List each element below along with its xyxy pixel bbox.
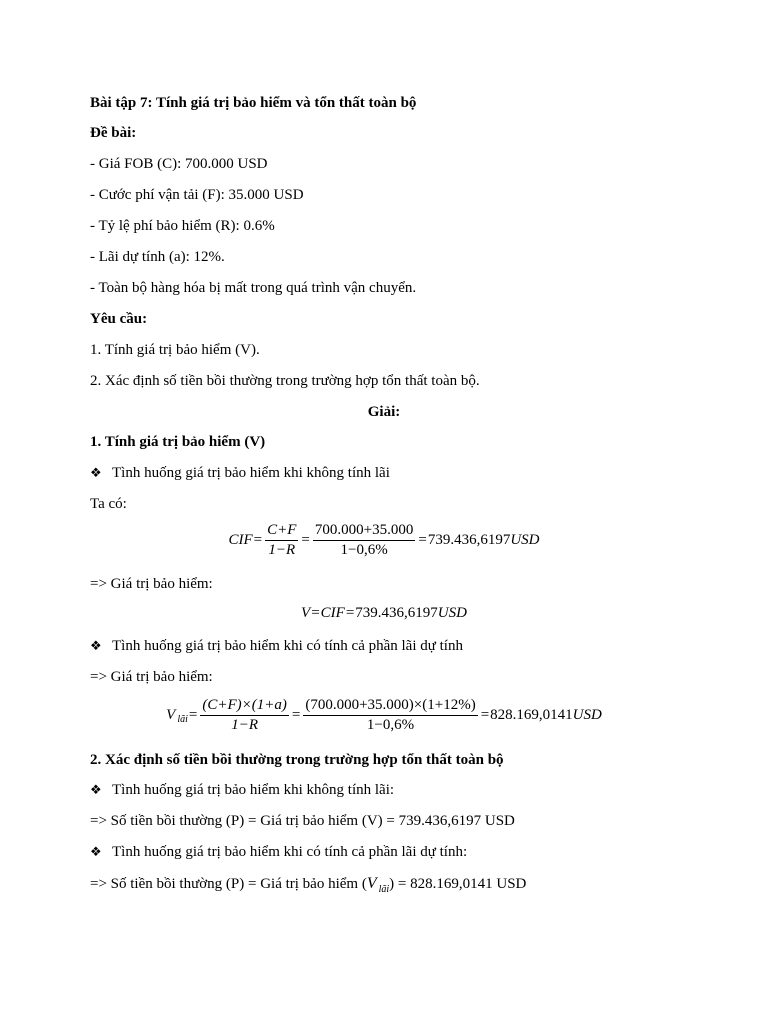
cif-formula	[0, 522, 768, 559]
case-line	[90, 464, 390, 482]
result-label: => Giá trị bảo hiểm:	[90, 669, 213, 685]
lai-subscript: lãi	[177, 714, 188, 725]
fraction-denominator: 1−0,6%	[366, 717, 415, 733]
cif-lhs: CIF	[228, 532, 253, 548]
fraction-numerator: (700.000+35.000)×(1+12%)	[303, 697, 477, 716]
fraction-numerator: 700.000+35.000	[313, 522, 415, 541]
unit: USD	[437, 605, 467, 621]
fraction-numerator: (C+F)×(1+a)	[200, 697, 289, 716]
case-text: Tình huống giá trị bảo hiểm khi có tính cả phần lãi dự tính:	[112, 844, 468, 860]
problem-item: - Tỷ lệ phí bảo hiểm (R): 0.6%	[90, 218, 275, 234]
problem-item: - Lãi dự tính (a): 12%.	[90, 249, 225, 265]
cif-fraction-numeric	[313, 522, 415, 559]
requirements-heading: Yêu cầu:	[90, 311, 148, 327]
equals-sign: =	[345, 605, 355, 621]
vlai-result: 828.169,0141	[490, 707, 573, 723]
diamond-bullet-icon: ❖	[90, 844, 102, 859]
equals-sign: =	[301, 532, 310, 548]
v-result: 739.436,6197	[355, 605, 438, 621]
result-label: => Giá trị bảo hiểm:	[90, 576, 213, 592]
equals-sign: =	[418, 532, 427, 548]
compensation-result: => Số tiền bồi thường (P) = Giá trị bảo hiểm (V) = 739.436,6197 USD	[90, 813, 515, 829]
vlai-fraction-numeric	[303, 697, 477, 734]
case-text: Tình huống giá trị bảo hiểm khi không tính lãi	[112, 465, 390, 481]
diamond-bullet-icon: ❖	[90, 782, 102, 797]
result-prefix: => Số tiền bồi thường (P) = Giá trị bảo hiểm (	[90, 876, 367, 892]
case-line	[90, 843, 467, 861]
v-formula	[0, 604, 768, 622]
case-line	[90, 637, 463, 655]
cif-result: 739.436,6197	[427, 532, 511, 548]
section1-heading: 1. Tính giá trị bảo hiểm (V)	[90, 434, 266, 450]
cif-symbol: CIF	[320, 605, 345, 621]
v-symbol: V	[166, 707, 176, 723]
equals-sign: =	[311, 605, 320, 621]
fraction-denominator: 1−0,6%	[340, 542, 388, 558]
problem-item: - Cước phí vận tải (F): 35.000 USD	[90, 187, 304, 203]
problem-item: - Giá FOB (C): 700.000 USD	[90, 156, 268, 172]
compensation-result-lai	[90, 875, 526, 895]
equals-sign: =	[291, 707, 301, 723]
case-text: Tình huống giá trị bảo hiểm khi có tính cả phần lãi dự tính	[112, 638, 463, 654]
requirement-item: 2. Xác định số tiền bồi thường trong trường hợp tổn thất toàn bộ.	[90, 373, 480, 389]
problem-item: - Toàn bộ hàng hóa bị mất trong quá trình vận chuyển.	[90, 280, 417, 296]
diamond-bullet-icon: ❖	[90, 465, 102, 480]
fraction-denominator: 1−R	[231, 717, 259, 733]
exercise-title: Bài tập 7: Tính giá trị bảo hiểm và tổn thất toàn bộ	[90, 95, 417, 111]
vlai-fraction-symbolic	[200, 697, 289, 734]
ta-co-label: Ta có:	[90, 496, 127, 512]
lai-subscript: lãi	[378, 884, 390, 895]
v-symbol: V	[366, 875, 377, 892]
cif-fraction-symbolic	[265, 522, 298, 559]
equals-sign: =	[188, 707, 198, 723]
equals-sign: =	[480, 707, 490, 723]
unit: USD	[572, 707, 602, 723]
vlai-formula	[0, 697, 768, 734]
fraction-numerator: C+F	[265, 522, 298, 541]
v-symbol: V	[301, 605, 311, 621]
section2-heading: 2. Xác định số tiền bồi thường trong trường hợp tổn thất toàn bộ	[90, 752, 504, 768]
case-line	[90, 781, 394, 799]
case-text: Tình huống giá trị bảo hiểm khi không tính lãi:	[112, 782, 395, 798]
equals-sign: =	[253, 532, 263, 548]
problem-heading: Đề bài:	[90, 125, 137, 141]
solution-heading: Giải:	[367, 404, 401, 420]
fraction-denominator: 1−R	[268, 542, 296, 558]
unit: USD	[510, 532, 540, 548]
result-suffix: ) = 828.169,0141 USD	[389, 876, 527, 892]
requirement-item: 1. Tính giá trị bảo hiểm (V).	[90, 342, 260, 358]
diamond-bullet-icon: ❖	[90, 638, 102, 653]
